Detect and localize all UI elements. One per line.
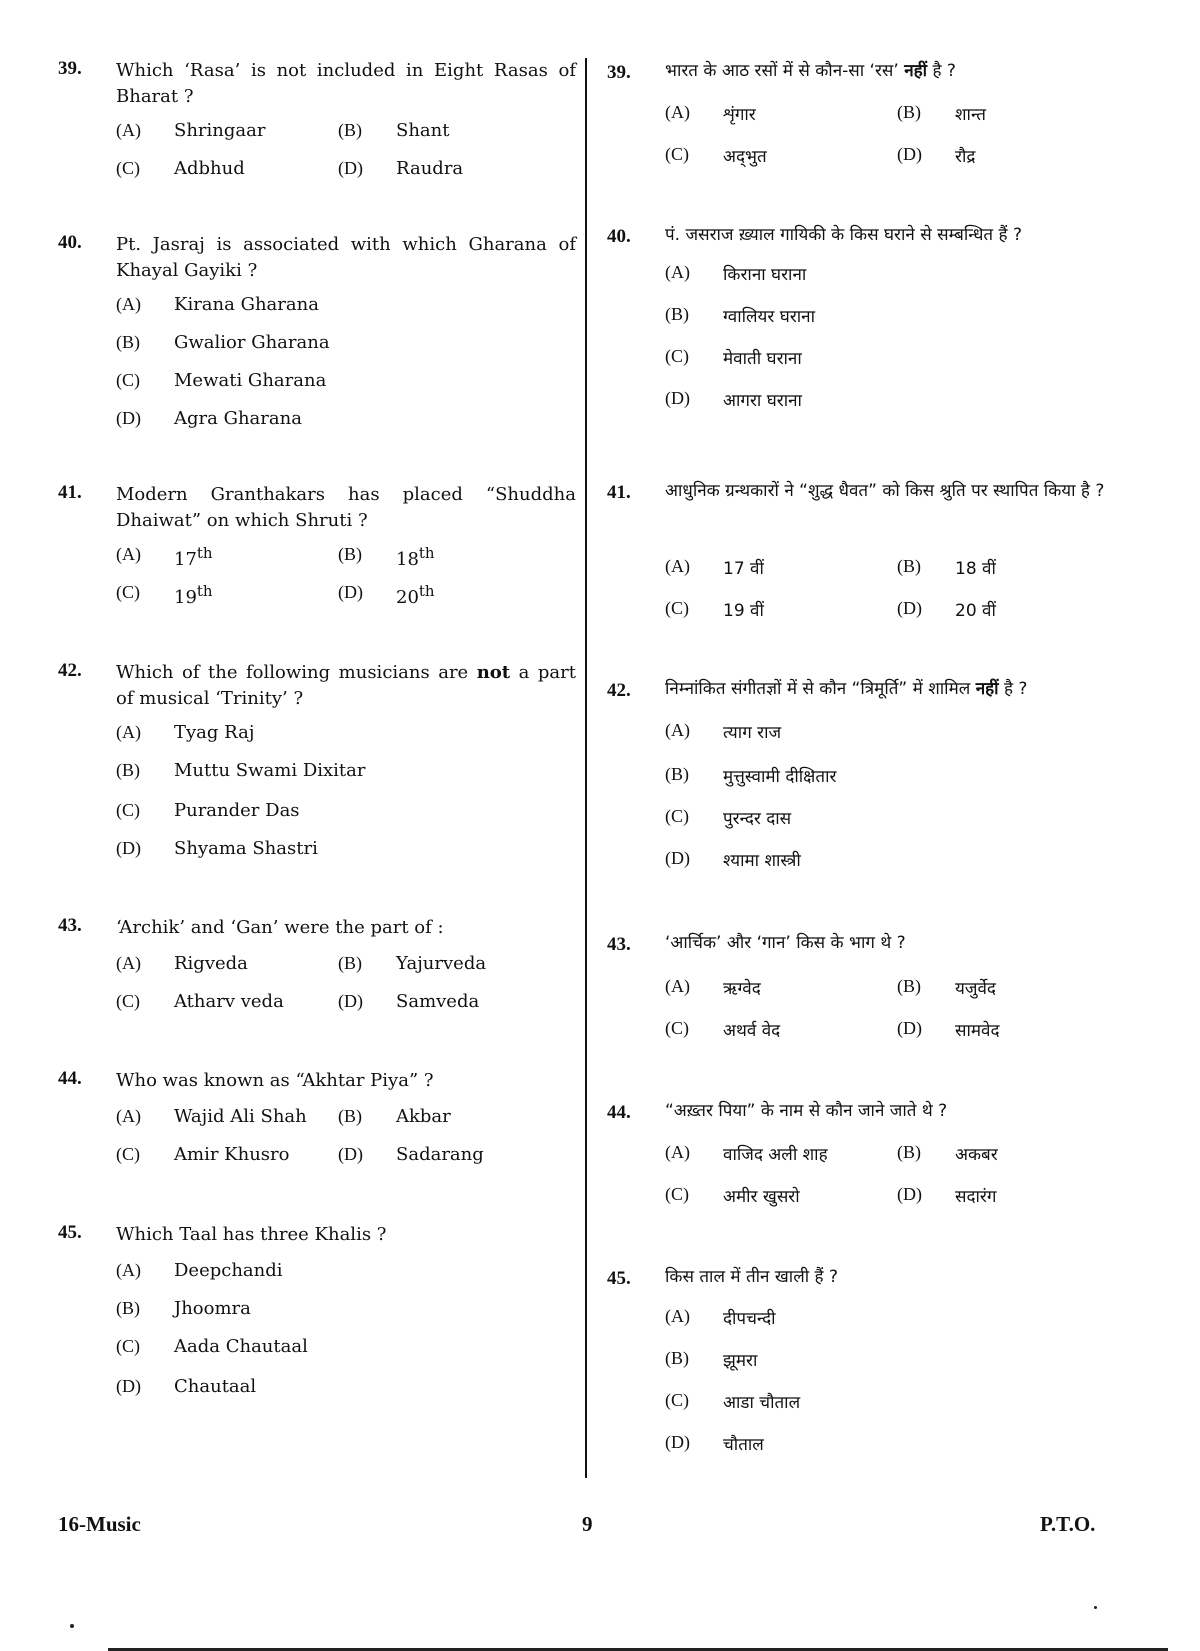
question-text: Modern Granthakars has placed “Shuddha Dhaiwat” on which Shruti ?	[116, 484, 576, 531]
question-text: ‘Archik’ and ‘Gan’ were the part of :	[116, 917, 444, 938]
question-text: निम्नांकित संगीतज्ञों में से कौन “त्रिमूर्ति” में शामिल नहीं है ?	[665, 679, 1028, 699]
question-text: किस ताल में तीन खाली हैं ?	[665, 1267, 838, 1287]
question-text: आधुनिक ग्रन्थकारों ने “शुद्ध धैवत” को किस श्रुति पर स्थापित किया है ?	[665, 481, 1105, 501]
question-number: 39.	[607, 62, 631, 83]
question-text: भारत के आठ रसों में से कौन-सा ‘रस’ नहीं है ?	[665, 61, 956, 81]
footer-subject: 16-Music	[58, 1512, 141, 1536]
question-number: 43.	[58, 915, 82, 936]
question-number: 39.	[58, 58, 82, 79]
scan-dot	[70, 1624, 74, 1628]
question-number: 41.	[58, 482, 82, 503]
question-text: Which Taal has three Khalis ?	[116, 1224, 387, 1245]
footer-page-number: 9	[582, 1512, 593, 1536]
question-number: 43.	[607, 934, 631, 955]
question-text: “अख़्तर पिया” के नाम से कौन जाने जाते थे ?	[665, 1101, 948, 1121]
question-number: 45.	[58, 1222, 82, 1243]
column-divider	[585, 58, 587, 1478]
question-text: Which ‘Rasa’ is not included in Eight Rasas of Bharat ?	[116, 60, 576, 107]
question-text: ‘आर्चिक’ और ‘गान’ किस के भाग थे ?	[665, 933, 906, 953]
question-number: 40.	[58, 232, 82, 253]
question-number: 45.	[607, 1268, 631, 1289]
question-text: पं. जसराज ख़्याल गायिकी के किस घराने से सम्बन्धित हैं ?	[665, 225, 1022, 245]
exam-page: 39. Which ‘Rasa’ is not included in Eight Rasas of Bharat ? (A) Shringaar (B) Shant (C) Adbhud (D) Raudra 40. Pt. Jasraj is associated with which Gharana of Khayal Gayiki ? (A) Kirana Gharana (B) Gwalior Gharana (C) Mewati Gharana (D) Agra Gharana 41. Modern Granthakars has placed “Shuddha Dhaiwat” on which Shruti ? (A) 17th (B) 18th (C) 19th (D) 20th 42. Which of the following musicians are not a part of musical ‘Trinity’ ? (A) Tyag Raj (B) Muttu Swami Dixitar (C) Purander Das (D) Shyama Shastri 43. ‘Archik’ and ‘Gan’ were the part of : (A) Rigveda (B) Yajurveda (C) Atharv veda (D) Samveda 44. Who was known as “Akhtar Piya” ? (A) Wajid Ali Shah (B) Akbar (C) Amir Khusro (D) Sadarang 45. Which Taal has three Khalis ? (A) Deepchandi (B) Jhoomra (C) Aada Chautaal (D) Chautaal 39. भारत के आठ रसों में से कौन-सा ‘रस’ नहीं है ? (A) शृंगार (B) शान्त (C) अद्‌भुत (D) रौद्र 40. पं. जसराज ख़्याल गायिकी के किस घराने से सम्बन्धित हैं ? (A) किराना घराना (B) ग्वालियर घराना (C) मेवाती घराना (D) आगरा घराना 41. आधुनिक ग्रन्थकारों ने “शुद्ध धैवत” को किस श्रुति पर स्थापित किया है ? (A) 17 वीं (B) 18 वीं (C) 19 वीं (D) 20 वीं 42. निम्नांकित संगीतज्ञों में से कौन “त्रिमूर्ति” में शामिल नहीं है ? (A) त्याग राज (B) मुत्तुस्वामी दीक्षितार (C) पुरन्दर दास (D) श्यामा शास्त्री 43. ‘आर्चिक’ और ‘गान’ किस के भाग थे ? (A) ऋग्वेद (B) यजुर्वेद (C) अथर्व वेद (D) सामवेद 44. “अख़्तर पिया” के नाम से कौन जाने जाते थे ? (A) वाजिद अली शाह (B) अकबर (C) अमीर खुसरो (D) सदारंग 45. किस ताल में तीन खाली हैं ? (A) दीपचन्दी (B) झूमरा (C) आडा चौताल (D) चौताल 16-Music 9 P.T.O.	[0, 0, 1200, 1651]
footer-pto: P.T.O.	[1040, 1512, 1096, 1536]
question-number: 41.	[607, 482, 631, 503]
scan-dot	[1094, 1606, 1097, 1609]
question-text: Who was known as “Akhtar Piya” ?	[116, 1070, 434, 1091]
question-text: Pt. Jasraj is associated with which Gharana of Khayal Gayiki ?	[116, 234, 576, 281]
question-text: Which of the following musicians are not a part of musical ‘Trinity’ ?	[116, 662, 576, 709]
question-number: 40.	[607, 226, 631, 247]
question-number: 42.	[607, 680, 631, 701]
question-number: 44.	[607, 1102, 631, 1123]
question-number: 44.	[58, 1068, 82, 1089]
question-number: 42.	[58, 660, 82, 681]
